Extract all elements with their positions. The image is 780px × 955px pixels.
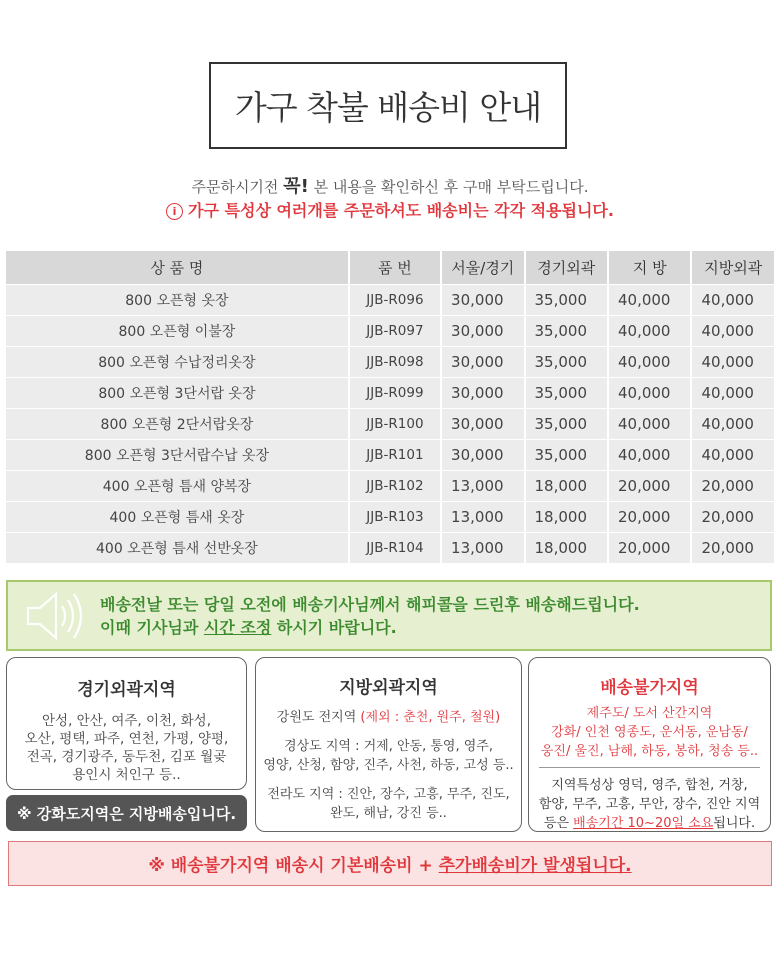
delivery-call-line-1: 배송전날 또는 당일 오전에 배송기사님께서 해피콜을 드린후 배송해드립니다. [100,595,640,614]
table-row [6,471,774,501]
table-row [6,347,774,377]
header-product-code: 품 번 [350,251,442,284]
cell-product-name: 800 오픈형 옷장 [6,285,350,315]
region-unavailable-title: 배송불가지역 [600,678,699,698]
delivery-call-notice [6,580,772,651]
cell-product-name: 800 오픈형 3단서랍수납 옷장 [6,440,350,470]
cell-product-code: JJB-R100 [350,409,442,439]
region-unavailable [528,657,771,832]
cell-fee: 35,000 [526,316,609,346]
cell-product-name: 800 오픈형 3단서랍 옷장 [6,378,350,408]
region-line: 함양, 무주, 고흥, 무안, 장수, 진안 지역 [538,797,761,812]
notice-line-1-after: 본 내용을 확인하신 후 구매 부탁드립니다. [308,178,589,196]
shipping-fee-table [6,250,774,564]
info-icon: i [166,203,183,220]
cell-fee: 40,000 [692,316,774,346]
cell-product-code: JJB-R104 [350,533,442,563]
cell-fee: 40,000 [692,440,774,470]
delivery-call-line-2 [100,616,640,639]
region-line: 됩니다. [713,816,756,831]
cell-fee: 40,000 [692,347,774,377]
region-line: 안성, 안산, 여주, 이천, 화성, [41,713,212,729]
notice-line-1-before: 주문하시기전 [191,178,284,196]
region-provincial-outer [255,657,522,832]
notice-line-2 [0,198,780,221]
cell-product-code: JJB-R096 [350,285,442,315]
header-seoul-gyeonggi: 서울/경기 [442,251,525,284]
cell-fee: 20,000 [692,471,774,501]
cell-fee: 18,000 [526,533,609,563]
cell-product-name: 800 오픈형 2단서랍옷장 [6,409,350,439]
region-unavailable-list [529,704,770,761]
region-line: 오산, 평택, 파주, 연천, 가평, 양평, [24,731,229,747]
cell-fee: 30,000 [442,409,525,439]
cell-fee: 18,000 [526,502,609,532]
cell-fee: 35,000 [526,409,609,439]
cell-fee: 20,000 [692,533,774,563]
cell-product-name: 800 오픈형 이불장 [6,316,350,346]
cell-product-name: 400 오픈형 틈새 선반옷장 [6,533,350,563]
cell-fee: 18,000 [526,471,609,501]
region-line: 전라도 지역 : 진안, 장수, 고흥, 무주, 진도, [267,787,510,802]
region-gyeonggi-title: 경기외곽지역 [77,680,176,700]
cell-product-code: JJB-R099 [350,378,442,408]
cell-product-code: JJB-R098 [350,347,442,377]
cell-product-code: JJB-R103 [350,502,442,532]
region-gyeongsang [256,737,521,775]
cell-product-code: JJB-R101 [350,440,442,470]
region-line: 전곡, 경기광주, 동두천, 김포 월곶 [26,749,227,765]
cell-fee: 13,000 [442,502,525,532]
cell-product-name: 400 오픈형 틈새 옷장 [6,502,350,532]
title-box [209,62,567,149]
region-line: 영양, 산청, 함양, 진주, 사천, 하동, 고성 등.. [263,758,514,773]
cell-fee: 40,000 [609,285,692,315]
cell-fee: 35,000 [526,347,609,377]
region-gyeonggi-list [7,712,246,784]
region-line: 완도, 해남, 강진 등.. [330,806,447,821]
region-provincial-title: 지방외곽지역 [339,678,438,698]
table-row [6,440,774,470]
region-line: 강화/ 인천 영종도, 운서동, 운남동/ [551,725,748,740]
cell-fee: 35,000 [526,440,609,470]
cell-fee: 30,000 [442,440,525,470]
table-row [6,378,774,408]
cell-fee: 20,000 [609,533,692,563]
gangwon-except: (제외 : 춘천, 원주, 철원) [360,710,501,725]
region-jeolla [256,785,521,823]
gangwon-label: 강원도 전지역 [276,710,361,725]
cell-fee: 40,000 [609,378,692,408]
delivery-call-line-2-after: 하시기 바랍니다. [271,618,397,637]
delivery-period-highlight: 배송기간 10~20일 소요 [573,816,714,831]
cell-fee: 30,000 [442,285,525,315]
header-product-name: 상 품 명 [6,251,350,284]
cell-fee: 20,000 [692,502,774,532]
time-adjust-text: 시간 조정 [203,618,272,637]
region-delay-desc [529,776,770,833]
region-line: 용인시 처인구 등.. [72,767,181,783]
extra-fee-before: ※ 배송불가지역 배송시 기본배송비 + [148,856,439,876]
speaker-icon [24,588,92,644]
table-row [6,502,774,532]
cell-fee: 40,000 [692,409,774,439]
table-row [6,285,774,315]
cell-fee: 35,000 [526,378,609,408]
cell-fee: 35,000 [526,285,609,315]
extra-fee-underline: 추가배송비가 발생됩니다. [438,856,632,876]
region-line: 경상도 지역 : 거제, 안동, 통영, 영주, [284,739,493,754]
cell-product-name: 400 오픈형 틈새 양복장 [6,471,350,501]
cell-fee: 40,000 [609,316,692,346]
cell-fee: 40,000 [609,409,692,439]
cell-fee: 40,000 [692,378,774,408]
table-row [6,409,774,439]
notice-line-2-text: 가구 특성상 여러개를 주문하셔도 배송비는 각각 적용됩니다. [188,201,614,220]
cell-product-code: JJB-R102 [350,471,442,501]
header-province-outer: 지방외곽 [692,251,774,284]
table-header-row [6,251,774,284]
notice-line-1 [0,172,780,198]
region-gyeonggi-outer [6,657,247,790]
divider [539,767,760,768]
cell-fee: 30,000 [442,347,525,377]
delivery-call-line-2-before: 이때 기사님과 [100,618,204,637]
region-line: 제주도/ 도서 산간지역 [586,706,713,721]
region-line: 지역특성상 영덕, 영주, 합천, 거창, [551,778,748,793]
header-province: 지 방 [609,251,692,284]
extra-fee-notice [8,841,772,886]
region-line: 등은 [543,816,574,831]
notice-emphasis: 꼭! [283,176,309,197]
cell-product-code: JJB-R097 [350,316,442,346]
cell-fee: 40,000 [692,285,774,315]
cell-fee: 13,000 [442,471,525,501]
delivery-call-text [100,593,640,639]
header-gyeonggi-outer: 경기외곽 [526,251,609,284]
page-title: 가구 착불 배송비 안내 [234,88,542,127]
cell-product-name: 800 오픈형 수납정리옷장 [6,347,350,377]
cell-fee: 40,000 [609,440,692,470]
cell-fee: 20,000 [609,471,692,501]
cell-fee: 30,000 [442,378,525,408]
cell-fee: 20,000 [609,502,692,532]
region-line: 웅진/ 울진, 남해, 하동, 봉하, 청송 등.. [540,744,759,759]
table-row [6,316,774,346]
cell-fee: 13,000 [442,533,525,563]
ganghwa-note: ※ 강화도지역은 지방배송입니다. [6,795,247,831]
cell-fee: 40,000 [609,347,692,377]
region-gangwon [256,708,521,727]
table-row [6,533,774,563]
cell-fee: 30,000 [442,316,525,346]
